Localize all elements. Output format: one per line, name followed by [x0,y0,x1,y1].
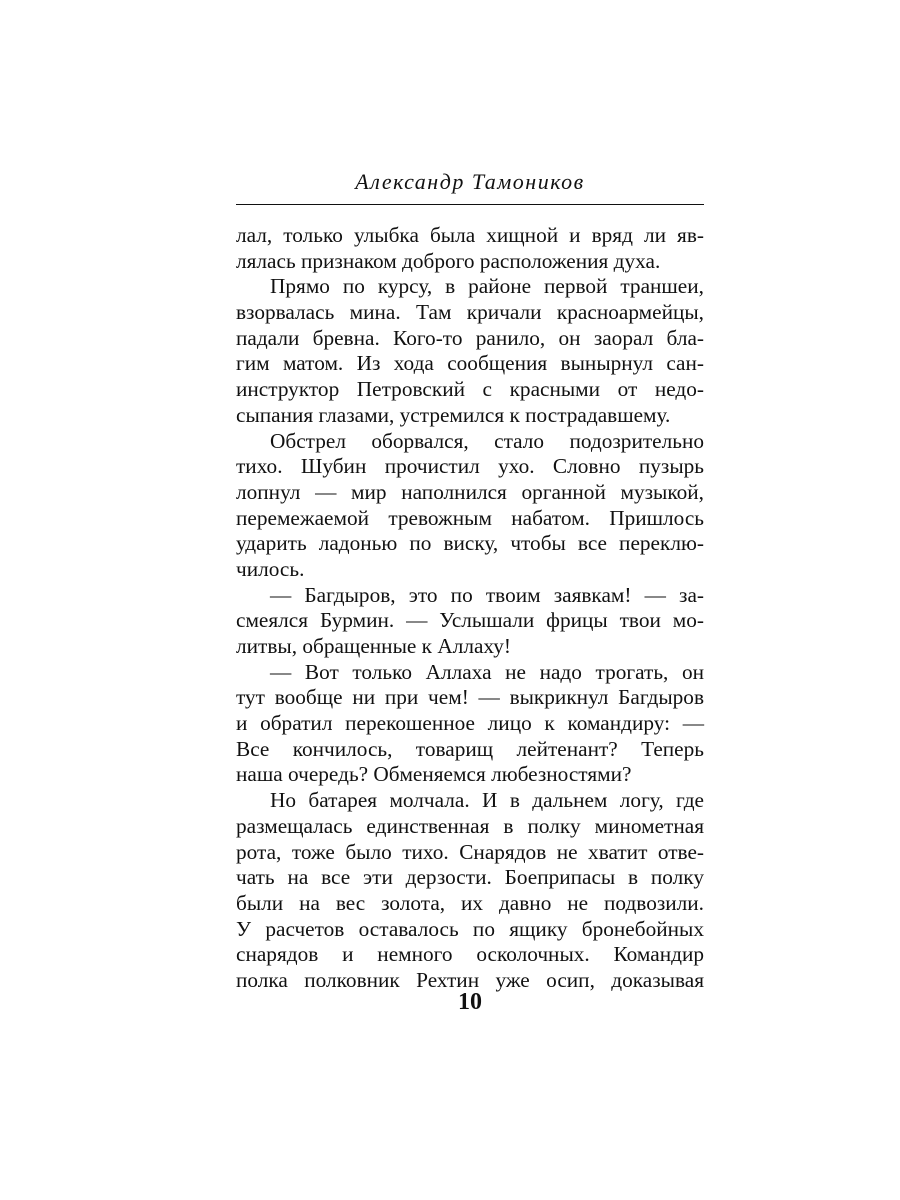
text-line: полка полковник Рехтин уже осип, доказывая [236,967,704,992]
text-line: чилось. [236,556,305,581]
page-number: 10 [458,989,482,1015]
text-line: рота, тоже было тихо. Снарядов не хватит отве- [236,839,704,864]
text-line: — Багдыров, это по твоим заявкам! — за- [270,582,704,607]
body-text [236,223,704,994]
text-line: и обратил перекошенное лицо к командиру: — [236,711,704,736]
text-line: Все кончилось, товарищ лейтенант? Теперь [236,736,704,761]
text-line: Прямо по курсу, в районе первой траншеи, [270,274,704,299]
text-line: лялась признаком доброго расположения духа. [236,248,661,273]
text-line: размещалась единственная в полку минометная [236,813,704,838]
text-line: смеялся Бурмин. — Услышали фрицы твои мо- [236,608,704,633]
text-line: Обстрел оборвался, стало подозрительно [270,428,704,453]
text-line: были на вес золота, их давно не подвозили. [236,890,704,915]
text-line: лал, только улыбка была хищной и вряд ли яв- [236,223,704,247]
text-line: взорвалась мина. Там кричали красноармейцы, [236,300,704,325]
text-line: гим матом. Из хода сообщения вынырнул сан- [236,351,704,376]
text-line: снарядов и немного осколочных. Командир [236,942,704,967]
text-line: чать на все эти дерзости. Боеприпасы в полку [236,865,704,890]
text-line: наша очередь? Обменяемся любезностями? [236,762,632,787]
text-line: литвы, обращенные к Аллаху! [236,634,511,658]
text-line: перемежаемой тревожным набатом. Пришлось [236,505,704,530]
running-head-author: Александр Тамоников [355,169,585,194]
text-line: тут вообще ни при чем! — выкрикнул Багдыров [236,685,704,710]
text-line: сыпания глазами, устремился к пострадавшему. [236,402,671,427]
text-line: инструктор Петровский с красными от недо- [236,377,704,402]
text-line: лопнул — мир наполнился органной музыкой, [236,479,704,504]
text-line: падали бревна. Кого-то ранило, он заорал бла- [236,325,704,350]
text-line: — Вот только Аллаха не надо трогать, он [270,659,704,684]
text-line: Но батарея молчала. И в дальнем логу, где [270,788,704,813]
text-line: У расчетов оставалось по ящику бронебойных [236,916,704,941]
text-line: тихо. Шубин прочистил ухо. Словно пузырь [236,454,704,479]
text-line: ударить ладонью по виску, чтобы все переклю- [236,531,704,556]
header-rule [236,204,704,205]
